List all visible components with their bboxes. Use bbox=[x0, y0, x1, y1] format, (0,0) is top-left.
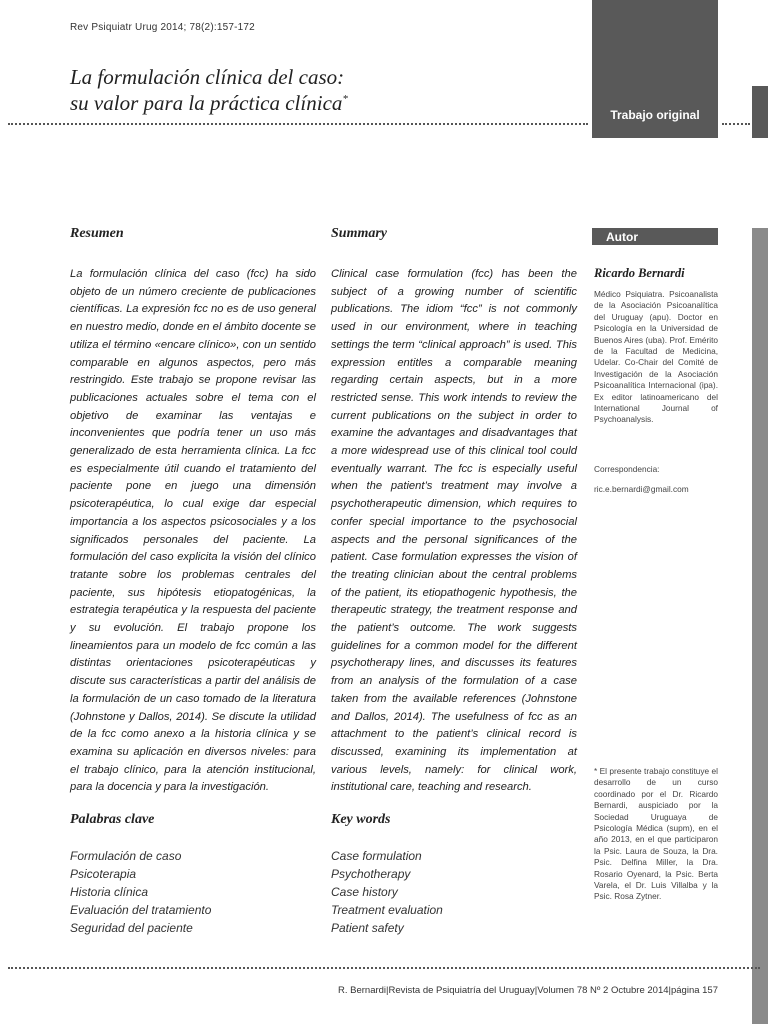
page-footer: R. Bernardi|Revista de Psiquiatría del Uruguay|Volumen 78 Nº 2 Octubre 2014|página 157 bbox=[337, 985, 718, 996]
list-item: Psicoterapia bbox=[70, 867, 137, 881]
resumen-text: La formulación clínica del caso (fcc) ha sido objeto de un número creciente de publicaciones científicas. La expresión fcc no es de uso general en nuestro medio, donde en el ámbito docente se utiliza el término «encare clínico», con un sentido comparable en algunos aspectos, pero más restringido. Este trabajo se propone revisar las publicaciones actuales sobre el tema con el objetivo de examinar las ventajas e inconvenientes que podría tener un uso más generalizado de esta herramienta clínica. La fcc es especialmente útil cuando el tratamiento del paciente pone en juego una dimensión psicoterapéutica, lo cual exige dar especial importancia a los aspectos psicosociales y a los significados personales del paciente. La formulación del caso explicita la visión del clínico tratante sobre los problemas centrales del paciente, sus hipótesis etiopatogénicas, la estrategia terapéutica y la respuesta del paciente y su evolución. El trabajo propone los lineamientos para un modelo de fcc común a las distintas orientaciones psicoterapéuticas y discute sus características a partir del análisis de la formulación de un caso tomado de la literatura (Johnstone y Dallos, 2014). Se discute la utilidad de la fcc como anexo a la historia clínica y se examina su aplicación en diversos niveles: para el trabajo clínico, para la atención institucional, para la docencia y para la investigación. bbox=[70, 268, 316, 794]
author-label: Autor bbox=[606, 230, 638, 244]
list-item: Patient safety bbox=[331, 921, 404, 935]
list-item: Seguridad del paciente bbox=[70, 921, 193, 935]
title-footnote-mark: * bbox=[342, 93, 348, 105]
list-item: Case history bbox=[331, 885, 398, 899]
summary-heading: Summary bbox=[331, 226, 388, 241]
dotted-divider-top bbox=[8, 123, 588, 125]
title-line-1: La formulación clínica del caso: bbox=[70, 65, 345, 89]
list-item: Evaluación del tratamiento bbox=[70, 903, 212, 917]
edge-tab bbox=[752, 86, 768, 138]
author-email[interactable]: ric.e.bernardi@gmail.com bbox=[594, 484, 689, 494]
article-title bbox=[70, 64, 570, 116]
dotted-divider-top-right bbox=[722, 123, 750, 125]
key-words-list bbox=[331, 847, 443, 937]
journal-reference: Rev Psiquiatr Urug 2014; 78(2):157-172 bbox=[70, 22, 255, 33]
section-label: Trabajo original bbox=[610, 108, 700, 122]
summary-text: Clinical case formulation (fcc) has been the subject of a growing number of scientific publications. The idiom “fcc” is not commonly used in our environment, where in teaching settings the term “clinical approach” is used. This expression entitles a comparable meaning regarding certain aspects, but in a more restricted sense. This work intends to review the current publications on the subject in order to examine the advantages and disadvantages that a more widespread use of this clinical tool could eventually warrant. The fcc is especially useful when the patient’s treatment may involve a psychotherapeutic dimension, which requires to confer special importance to the psychosocial aspects and the personal significances of the patient. Case formulation expresses the vision of the treating clinician about the central problems of the patient, its etiopathogenic hypothesis, the therapeutic strategy, the treatment response and the patient’s outcome. The work suggests guidelines for a common model for the different psychotherapy lines, and discusses its features from an analysis of the formulation of a case taken from the available references (Johnstone and Dallos, 2014). The usefulness of fcc as an attachment to the patient’s clinical record is discussed, examining its implementation at various levels, namely: for clinical work, institutional care, teaching and research. bbox=[331, 268, 577, 794]
edge-strip bbox=[752, 228, 768, 1024]
list-item: Treatment evaluation bbox=[331, 903, 443, 917]
title-line-2-text: su valor para la práctica clínica bbox=[70, 91, 343, 115]
list-item: Case formulation bbox=[331, 849, 422, 863]
list-item: Psychotherapy bbox=[331, 867, 411, 881]
list-item: Formulación de caso bbox=[70, 849, 182, 863]
key-words-heading: Key words bbox=[331, 812, 391, 827]
footnote: * El presente trabajo constituye el desarrollo de un curso coordinado por el Dr. Ricardo Bernardi, auspiciado por la Sociedad Uruguaya de Psicología Médica (supm), en el año 2013, en el que participaron la Psic. Laura de Souza, la Dra. Psic. Delfina Miller, la Dra. Rosario Oyenard, la Psic. Berta Varela, el Dr. Luis Villalba y la Psic. Rosa Zytner. bbox=[594, 766, 718, 902]
title-line-2 bbox=[70, 90, 570, 116]
list-item: Historia clínica bbox=[70, 885, 149, 899]
palabras-clave-heading: Palabras clave bbox=[70, 812, 155, 827]
author-bio: Médico Psiquiatra. Psicoanalista de la Asociación Psicoanalítica del Uruguay (apu). Doctor en Psicología en la Universidad de Buenos Aires (uba). Prof. Emérito de la Facultad de Medicina, Udelar. Co-Chair del Comité de Investigación de la Asociación Psicoanalítica Internacional (ipa). Ex editor latinoamericano del International Journal of Psychoanalysis. bbox=[594, 289, 718, 425]
resumen-heading: Resumen bbox=[70, 226, 124, 241]
palabras-clave-list bbox=[70, 847, 211, 937]
correspondence-label: Correspondencia: bbox=[594, 464, 660, 474]
dotted-divider-bottom bbox=[8, 967, 760, 969]
author-name: Ricardo Bernardi bbox=[594, 266, 685, 280]
